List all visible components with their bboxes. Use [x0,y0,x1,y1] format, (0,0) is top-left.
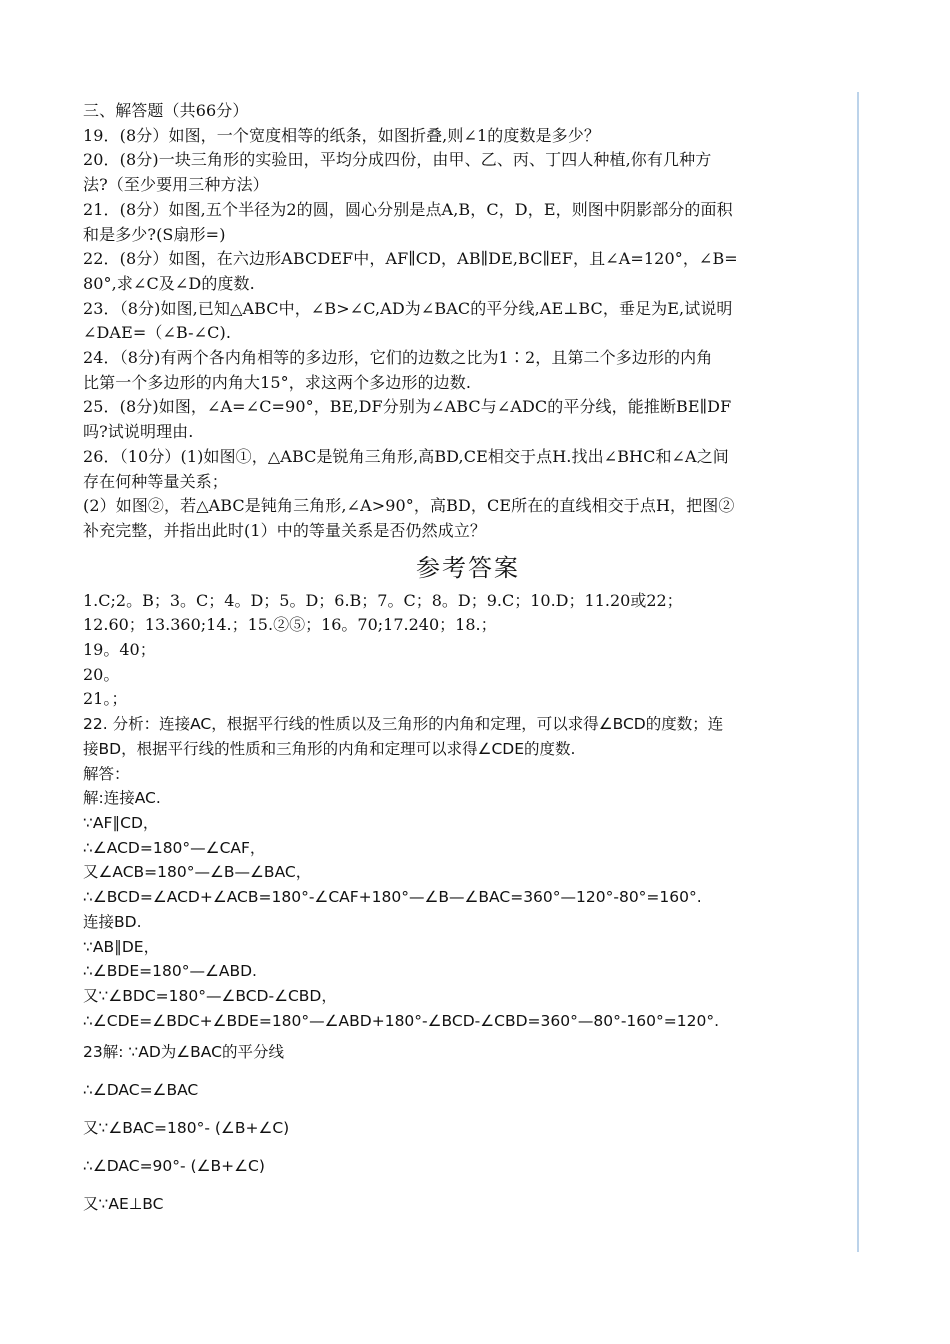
question-22-line-2: 80°,求∠C及∠D的度数. [83,273,255,293]
solution-line: 22. 分析：连接AC，根据平行线的性质以及三角形的内角和定理，可以求得∠BCD的度数；连 [83,715,724,734]
solution-22 [83,712,853,1071]
solution-line: ∴∠DAC=∠BAC [83,1081,199,1100]
answer-line: 21。； [83,689,128,709]
answer-line: 19。40； [83,640,156,660]
answer-line: 12.60；13.360;14.；15.②⑤；16。70;17.240；18.； [83,615,497,635]
solution-line: 解:连接AC. [83,789,161,808]
question-20-line-2: 法?（至少要用三种方法） [83,175,269,195]
question-20-line-1: 20．(8分)一块三角形的实验田，平均分成四份，由甲、乙、丙、丁四人种植,你有几种方 [83,150,712,170]
question-21-line-2: 和是多少?(S扇形=) [83,224,226,244]
question-21-line-1: 21．(8分）如图,五个半径为2的圆，圆心分别是点A,B，C，D，E，则图中阴影部分的面积 [83,199,733,219]
question-22-line-1: 22．(8分）如图，在六边形ABCDEF中，AF∥CD，AB∥DE,BC∥EF，且∠A=120°，∠B= [83,249,738,269]
answers-title: 参考答案 [416,553,520,582]
question-26-line-2: 存在何种等量关系； [83,471,228,491]
question-26-line-1: 26．（10分）(1)如图①，△ABC是锐角三角形,高BD,CE相交于点H.找出∠BHC和∠A之间 [83,446,729,466]
answer-line: 20。 [83,664,120,684]
solution-line: ∵AB∥DE， [83,937,160,956]
solution-line: ∴∠BDE=180°—∠ABD. [83,962,257,981]
solution-line: 接BD，根据平行线的性质和三角形的内角和定理可以求得∠CDE的度数. [83,739,576,758]
solution-line: ∴∠ACD=180°—∠CAF， [83,838,266,857]
question-24-line-1: 24．（8分)有两个各内角相等的多边形，它们的边数之比为1∶2，且第二个多边形的内角 [83,348,713,368]
solution-line: ∵AF∥CD， [83,813,159,832]
solution-line: 又∵∠BDC=180°—∠BCD-∠CBD， [83,986,337,1005]
section-heading: 三、解答题（共66分） [83,101,249,120]
page-margin-line [857,92,859,1252]
question-23-line-2: ∠DAE=（∠B-∠C). [83,323,232,343]
answer-line: 1.C;2。B；3。C；4。D；5。D；6.B；7。C；8。D；9.C；10.D；11.20或22； [83,590,683,610]
answers-list [83,589,853,713]
question-24-line-2: 比第一个多边形的内角大15°，求这两个多边形的边数. [83,372,472,392]
question-25-line-1: 25．(8分)如图，∠A=∠C=90°，BE,DF分别为∠ABC与∠ADC的平分线，能推断BE∥DF [83,397,732,417]
solution-23 [83,1071,853,1223]
solution-line: ∴∠DAC=90°- (∠B+∠C) [83,1157,265,1176]
questions-section [83,99,853,544]
question-23-line-1: 23．（8分)如图,已知△ABC中，∠B>∠C,AD为∠BAC的平分线,AE⊥BC，垂足为E,试说明 [83,298,733,318]
solution-line: ∴∠CDE=∠BDC+∠BDE=180°—∠ABD+180°-∠BCD-∠CBD=360°—80°-160°=120°. [83,1011,719,1030]
question-25-line-2: 吗?试说明理由. [83,422,194,442]
solution-line: 连接BD. [83,912,142,931]
question-26-line-4: 补充完整，并指出此时(1）中的等量关系是否仍然成立？ [83,520,487,540]
solution-line: 又∠ACB=180°—∠B—∠BAC， [83,863,312,882]
solution-line: 又∵AE⊥BC [83,1195,164,1214]
document-body [83,99,853,1223]
solution-line: 23解: ∵AD为∠BAC的平分线 [83,1043,284,1062]
solution-line: ∴∠BCD=∠ACD+∠ACB=180°-∠CAF+180°—∠B—∠BAC=360°—120°-80°=160°. [83,888,702,907]
question-19: 19．(8分）如图，一个宽度相等的纸条，如图折叠,则∠1的度数是多少？ [83,125,600,145]
solution-line: 解答： [83,764,130,783]
solution-line: 又∵∠BAC=180°- (∠B+∠C) [83,1119,290,1138]
question-26-line-3: (2）如图②，若△ABC是钝角三角形,∠A>90°，高BD，CE所在的直线相交于点H，把图② [83,496,735,516]
